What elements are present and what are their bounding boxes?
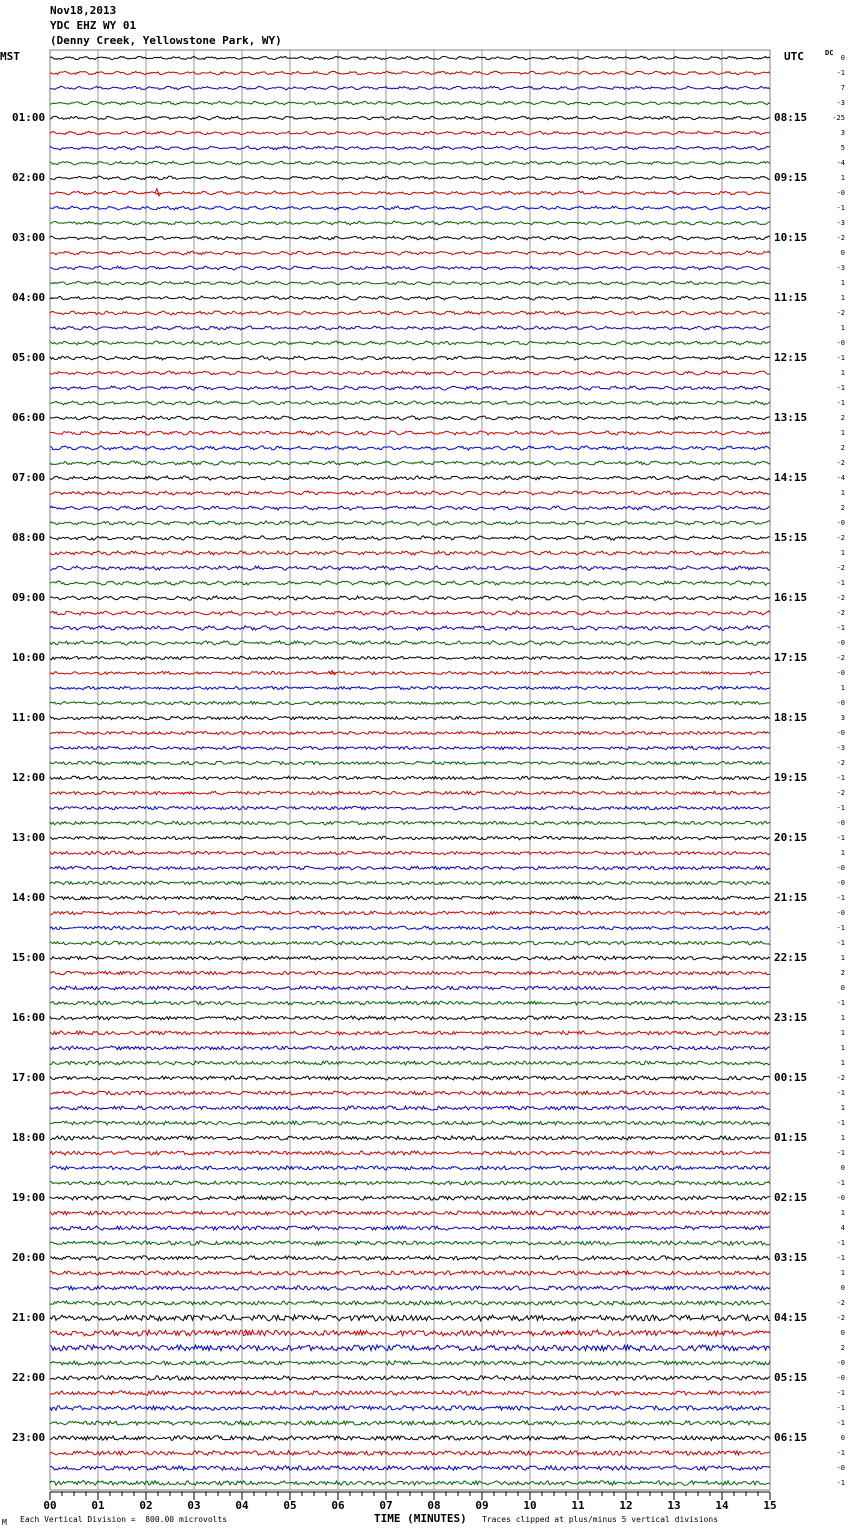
seismic-trace [50,281,770,285]
dc-offset-value: -1 [836,834,845,842]
seismic-trace [50,836,770,840]
dc-offset-value: -2 [836,759,845,767]
dc-offset-value: 1 [840,549,845,557]
dc-offset-value: 1 [840,1269,845,1277]
corner-mark: M [2,1518,7,1527]
utc-hour-label: 16:15 [774,591,808,604]
seismic-trace [50,1315,770,1321]
utc-hour-label: 20:15 [774,831,808,844]
dc-offset-value: -2 [836,654,845,662]
seismic-trace [50,821,770,825]
utc-time-label: UTC [784,50,804,63]
dc-offset-value: -2 [836,564,845,572]
seismic-trace [50,101,770,105]
x-tick-label: 14 [715,1499,729,1512]
seismic-trace [50,1451,770,1456]
seismic-trace [50,551,770,555]
seismic-trace [50,386,770,390]
seismic-trace [50,926,770,930]
dc-offset-value: -1 [836,804,845,812]
seismic-trace [50,731,770,734]
dc-offset-value: 0 [840,1434,845,1442]
seismic-trace [50,941,770,945]
event-spike [155,189,161,196]
dc-offset-value: 1 [840,174,845,182]
dc-offset-value: -1 [836,1179,845,1187]
utc-hour-label: 17:15 [774,651,808,664]
seismic-trace [50,1001,770,1005]
dc-offset-value: 4 [840,1224,845,1232]
plot-frame [50,50,770,1490]
seismic-trace [50,1330,770,1336]
seismic-trace [50,161,770,165]
seismic-trace [50,1406,770,1411]
dc-offset-value: -1 [836,399,845,407]
seismic-trace [50,671,770,674]
utc-hour-label: 15:15 [774,531,808,544]
seismic-trace [50,896,770,900]
seismic-trace [50,716,770,719]
local-hour-label: 23:00 [12,1431,46,1444]
dc-offset-value: -1 [836,1089,845,1097]
dc-offset-value: 0 [840,1329,845,1337]
dc-offset-value: -0 [836,879,845,887]
utc-hour-label: 19:15 [774,771,808,784]
local-hour-label: 07:00 [12,471,46,484]
seismic-trace [50,1391,770,1396]
seismic-trace [50,851,770,855]
x-tick-label: 10 [523,1499,537,1512]
seismic-trace [50,1256,770,1260]
dc-offset-value: -3 [836,219,845,227]
seismic-trace [50,1226,770,1230]
x-tick-label: 15 [763,1499,777,1512]
local-hour-label: 03:00 [12,231,46,244]
seismic-trace [50,761,770,764]
seismic-trace [50,56,770,60]
dc-offset-value: -25 [832,114,845,122]
seismic-trace [50,776,770,780]
dc-offset-value: -1 [836,1149,845,1157]
dc-offset-value: 2 [840,414,845,422]
x-tick-label: 07 [379,1499,393,1512]
dc-offset-value: 1 [840,1014,845,1022]
dc-offset-value: -1 [836,1254,845,1262]
seismic-trace [50,1361,770,1366]
dc-offset-value: -2 [836,234,845,242]
x-tick-label: 05 [283,1499,297,1512]
record-date: Nov18,2013 [50,4,117,17]
dc-offset-value: -1 [836,1419,845,1427]
seismic-trace [50,1376,770,1380]
seismic-trace [50,566,770,570]
dc-offset-value: 1 [840,1209,845,1217]
local-hour-label: 04:00 [12,291,46,304]
local-hour-label: 01:00 [12,111,46,124]
dc-offset-value: -2 [836,534,845,542]
dc-offset-value: 1 [840,324,845,332]
seismic-trace [50,536,770,540]
seismic-trace [50,1196,770,1200]
seismic-trace [50,1436,770,1441]
local-hour-label: 10:00 [12,651,46,664]
seismic-trace [50,461,770,465]
utc-hour-label: 22:15 [774,951,808,964]
utc-hour-label: 11:15 [774,291,808,304]
x-tick-label: 12 [619,1499,633,1512]
seismic-trace [50,611,770,615]
x-tick-label: 06 [331,1499,345,1512]
utc-hour-label: 14:15 [774,471,808,484]
utc-hour-label: 08:15 [774,111,808,124]
dc-offset-value: -1 [836,1404,845,1412]
dc-offset-value: -1 [836,924,845,932]
dc-offset-value: -4 [836,474,845,482]
seismic-trace [50,356,770,360]
local-hour-label: 16:00 [12,1011,46,1024]
x-tick-label: 02 [139,1499,153,1512]
dc-offset-value: -0 [836,819,845,827]
seismic-trace [50,1421,770,1425]
utc-hour-label: 12:15 [774,351,808,364]
dc-offset-value: 1 [840,1104,845,1112]
dc-offset-value: -0 [836,339,845,347]
time-grid [50,50,770,1490]
local-hour-label: 12:00 [12,771,46,784]
seismic-trace [50,1345,770,1351]
x-tick-label: 03 [187,1499,201,1512]
seismic-trace [50,296,770,300]
local-hour-label: 22:00 [12,1371,46,1384]
dc-offset-value: -3 [836,99,845,107]
x-tick-label: 04 [235,1499,249,1512]
dc-offset-value: -1 [836,354,845,362]
dc-offset-value: 1 [840,1059,845,1067]
local-hour-label: 08:00 [12,531,46,544]
seismic-trace [50,476,770,480]
seismic-trace [50,236,770,240]
local-hour-label: 14:00 [12,891,46,904]
local-hour-label: 18:00 [12,1131,46,1144]
seismic-trace [50,86,770,89]
seismic-trace [50,1241,770,1245]
dc-offset-value: 1 [840,429,845,437]
dc-offset-value: -0 [836,639,845,647]
seismic-trace [50,206,770,210]
seismic-trace [50,1046,770,1050]
utc-hour-label: 00:15 [774,1071,808,1084]
dc-offset-value: -0 [836,699,845,707]
seismic-trace [50,1016,770,1020]
seismic-trace [50,521,770,525]
dc-offset-value: 5 [840,144,845,152]
dc-offset-value: -0 [836,909,845,917]
dc-offset-value: -0 [836,1359,845,1367]
seismic-trace [50,416,770,420]
seismic-trace [50,1481,770,1486]
dc-offset-value: -0 [836,669,845,677]
local-hour-label: 17:00 [12,1071,46,1084]
seismic-trace [50,71,770,75]
dc-offset-value: 1 [840,684,845,692]
dc-offset-value: 3 [840,129,845,137]
dc-offset-value: -0 [836,1464,845,1472]
local-hour-label: 11:00 [12,711,46,724]
dc-offset-value: -0 [836,519,845,527]
x-axis-title: TIME (MINUTES) [374,1512,467,1525]
dc-offset-value: -1 [836,1119,845,1127]
x-tick-label: 13 [667,1499,681,1512]
dc-offset-value: -2 [836,789,845,797]
utc-hour-label: 01:15 [774,1131,808,1144]
seismic-trace [50,1166,770,1170]
seismic-trace [50,146,770,150]
seismic-trace [50,746,770,750]
seismic-trace [50,791,770,795]
seismic-trace [50,686,770,689]
x-tick-label: 00 [43,1499,57,1512]
dc-offset-value: -0 [836,729,845,737]
dc-offset-value: 2 [840,1344,845,1352]
dc-offset-value: -2 [836,1299,845,1307]
seismic-trace [50,1301,770,1305]
seismic-trace [50,581,770,585]
seismic-trace [50,251,770,255]
dc-offset-value: 2 [840,969,845,977]
seismic-trace [50,446,770,450]
dc-offset-value: -0 [836,864,845,872]
seismic-trace [50,326,770,330]
seismic-trace [50,971,770,975]
dc-offset-value: -1 [836,1239,845,1247]
station-code: YDC EHZ WY 01 [50,19,137,32]
seismic-trace [50,701,770,704]
dc-offset-value: -1 [836,384,845,392]
seismic-trace [50,1031,770,1035]
seismic-trace [50,176,770,180]
local-hour-label: 02:00 [12,171,46,184]
utc-hour-label: 10:15 [774,231,808,244]
local-hour-label: 19:00 [12,1191,46,1204]
local-hour-label: 06:00 [12,411,46,424]
x-tick-label: 11 [571,1499,585,1512]
utc-hour-label: 06:15 [774,1431,808,1444]
x-tick-label: 09 [475,1499,489,1512]
scale-note: Each Vertical Division = 800.00 microvolts [20,1515,228,1524]
seismic-trace [50,341,770,345]
x-axis [43,1492,776,1512]
x-tick-label: 08 [427,1499,441,1512]
dc-offset-label: DC [825,49,834,57]
dc-offset-value: -1 [836,774,845,782]
seismic-trace [50,1151,770,1155]
clip-note: Traces clipped at plus/minus 5 vertical divisions [482,1515,719,1524]
dc-offset-value: 0 [840,1164,845,1172]
utc-hour-label: 02:15 [774,1191,808,1204]
dc-offset-value: -1 [836,1479,845,1487]
seismic-trace [50,491,770,495]
dc-offset-value: -0 [836,1194,845,1202]
event-spike [244,1330,250,1335]
utc-hour-label: 13:15 [774,411,808,424]
utc-hour-label: 21:15 [774,891,808,904]
dc-offset-value: -1 [836,999,845,1007]
seismic-trace [50,1091,770,1095]
local-hour-label: 09:00 [12,591,46,604]
dc-offset-value: 2 [840,444,845,452]
seismic-trace [50,1121,770,1125]
seismic-trace [50,1181,770,1185]
dc-offset-value: -2 [836,459,845,467]
utc-hour-label: 18:15 [774,711,808,724]
dc-offset-value: -2 [836,1314,845,1322]
dc-offset-value: 7 [840,84,845,92]
seismic-trace [50,266,770,270]
dc-offset-value: -1 [836,69,845,77]
dc-offset-value: 0 [840,984,845,992]
dc-offset-value: -2 [836,309,845,317]
seismic-trace [50,311,770,315]
utc-hour-label: 04:15 [774,1311,808,1324]
x-tick-label: 01 [91,1499,105,1512]
utc-hour-label: 05:15 [774,1371,808,1384]
dc-offset-value: 1 [840,849,845,857]
dc-offset-value: -2 [836,594,845,602]
local-hour-label: 20:00 [12,1251,46,1264]
utc-hour-label: 23:15 [774,1011,808,1024]
utc-hour-label: 03:15 [774,1251,808,1264]
dc-offset-value: 1 [840,369,845,377]
dc-offset-value: 2 [840,504,845,512]
dc-offset-value: 3 [840,714,845,722]
seismic-trace [50,506,770,510]
dc-offset-value: 1 [840,1044,845,1052]
dc-offset-value: -1 [836,939,845,947]
dc-offset-value: -1 [836,1389,845,1397]
utc-hour-label: 09:15 [774,171,808,184]
seismic-trace [50,881,770,885]
seismic-trace [50,1211,770,1215]
local-time-label: MST [0,50,20,63]
dc-offset-value: -0 [836,189,845,197]
seismic-trace [50,656,770,659]
seismic-trace [50,596,770,600]
local-hour-label: 21:00 [12,1311,46,1324]
dc-offset-value: -2 [836,1074,845,1082]
dc-offset-value: 1 [840,954,845,962]
dc-offset-value: 1 [840,1134,845,1142]
local-hour-label: 15:00 [12,951,46,964]
station-location: (Denny Creek, Yellowstone Park, WY) [50,34,282,47]
seismic-trace [50,986,770,990]
seismic-trace [50,371,770,375]
seismic-trace [50,431,770,435]
dc-offset-value: -0 [836,1374,845,1382]
seismic-trace [50,641,770,646]
dc-offset-value: -4 [836,159,845,167]
dc-offset-value: 0 [840,54,845,62]
seismic-trace [50,866,770,870]
dc-offset-value: 1 [840,294,845,302]
seismic-trace [50,221,770,225]
dc-offset-value: -3 [836,744,845,752]
dc-offset-value: 0 [840,249,845,257]
dc-offset-value: 1 [840,1029,845,1037]
seismic-trace [50,1466,770,1471]
dc-offset-value: -1 [836,624,845,632]
dc-offset-value: -2 [836,609,845,617]
dc-offset-value: 1 [840,489,845,497]
seismic-trace [50,626,770,631]
seismic-trace [50,116,770,120]
seismic-trace [50,1286,770,1290]
seismic-trace [50,1076,770,1080]
trace-group [50,56,770,1485]
seismic-trace [50,1106,770,1110]
seismic-trace [50,401,770,405]
dc-offset-value: -1 [836,1449,845,1457]
seismic-trace [50,1136,770,1140]
dc-offset-value: -1 [836,894,845,902]
dc-offset-value: 1 [840,279,845,287]
dc-offset-value: -1 [836,579,845,587]
local-hour-label: 05:00 [12,351,46,364]
seismic-trace [50,1271,770,1275]
seismic-trace [50,131,770,135]
seismic-trace [50,956,770,960]
dc-offset-value: -3 [836,264,845,272]
local-hour-label: 13:00 [12,831,46,844]
seismic-trace [50,911,770,915]
dc-offset-value: 0 [840,1284,845,1292]
seismic-trace [50,1061,770,1065]
seismic-trace [50,806,770,810]
dc-offset-value: -1 [836,204,845,212]
